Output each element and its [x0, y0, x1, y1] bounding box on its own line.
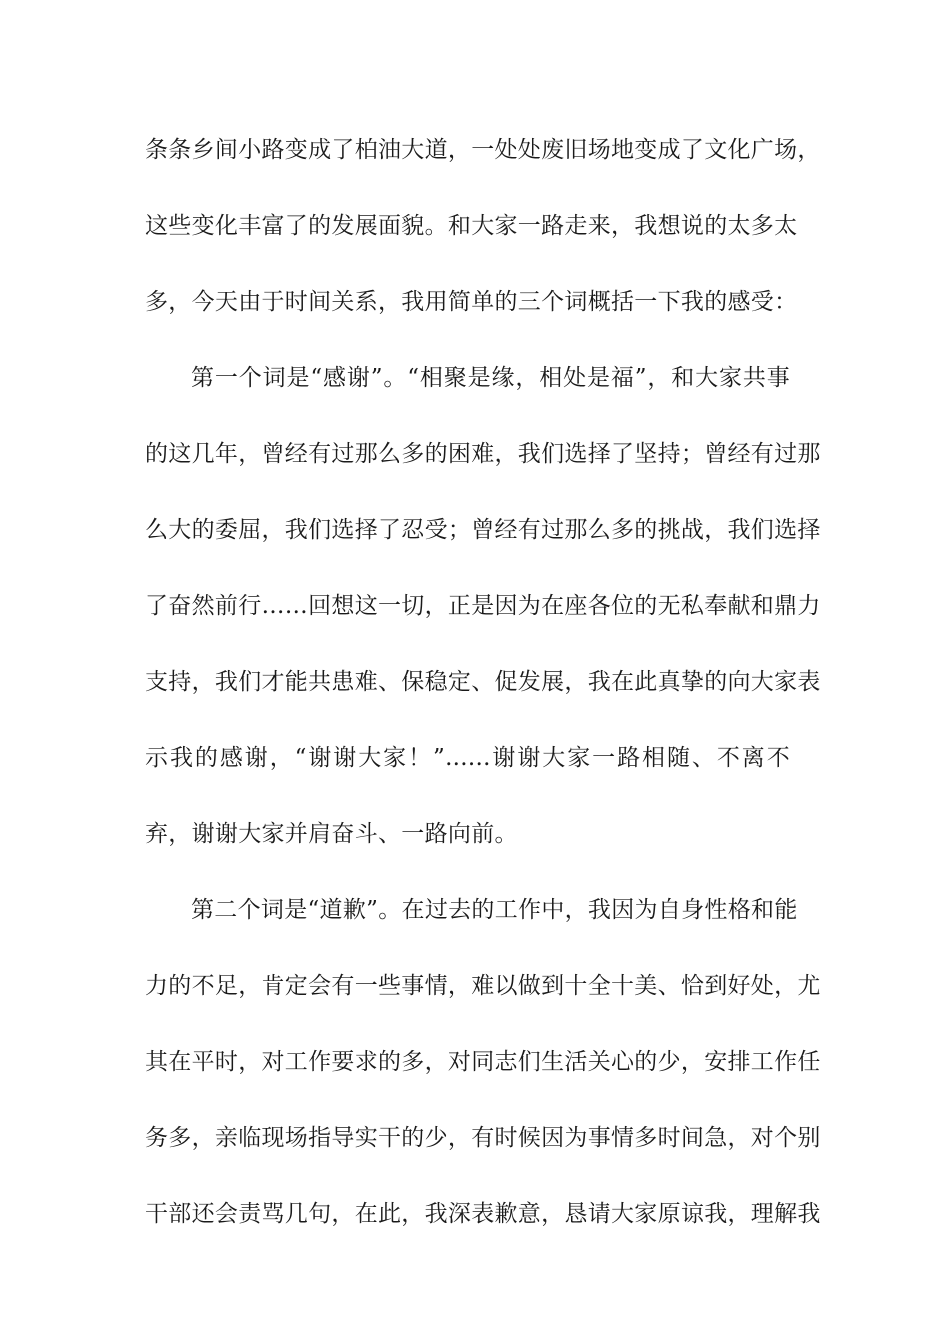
text-line: 其在平时，对工作要求的多，对同志们生活关心的少，安排工作任 [145, 1049, 821, 1075]
text-line: 力的不足，肯定会有一些事情，难以做到十全十美、恰到好处，尤 [145, 973, 821, 999]
text-line: 弃，谢谢大家并肩奋斗、一路向前。 [145, 821, 518, 847]
text-line: 这些变化丰富了的发展面貌。和大家一路走来，我想说的太多太 [145, 213, 798, 239]
text-line: 多，今天由于时间关系，我用简单的三个词概括一下我的感受： [145, 289, 798, 315]
text-line: 示我的感谢，“谢谢大家！”......谢谢大家一路相随、不离不 [145, 745, 790, 771]
text-line: 干部还会责骂几句，在此，我深表歉意，恳请大家原谅我，理解我 [145, 1201, 821, 1227]
text-line: 支持，我们才能共患难、保稳定、促发展，我在此真挚的向大家表 [145, 669, 821, 695]
body-text [145, 130, 821, 1270]
text-line: 了奋然前行……回想这一切，正是因为在座各位的无私奉献和鼎力 [145, 593, 821, 619]
paragraph-first-line: 第一个词是“感谢”。“相聚是缘，相处是福”，和大家共事 [191, 365, 790, 391]
text-line: 务多，亲临现场指导实干的少，有时候因为事情多时间急，对个别 [145, 1125, 821, 1151]
text-line: 么大的委屈，我们选择了忍受；曾经有过那么多的挑战，我们选择 [145, 517, 821, 543]
paragraph-first-line: 第二个词是“道歉”。在过去的工作中，我因为自身性格和能 [191, 897, 798, 923]
text-line: 条条乡间小路变成了柏油大道，一处处废旧场地变成了文化广场， [145, 137, 821, 163]
text-line: 的这几年，曾经有过那么多的困难，我们选择了坚持；曾经有过那 [145, 441, 821, 467]
